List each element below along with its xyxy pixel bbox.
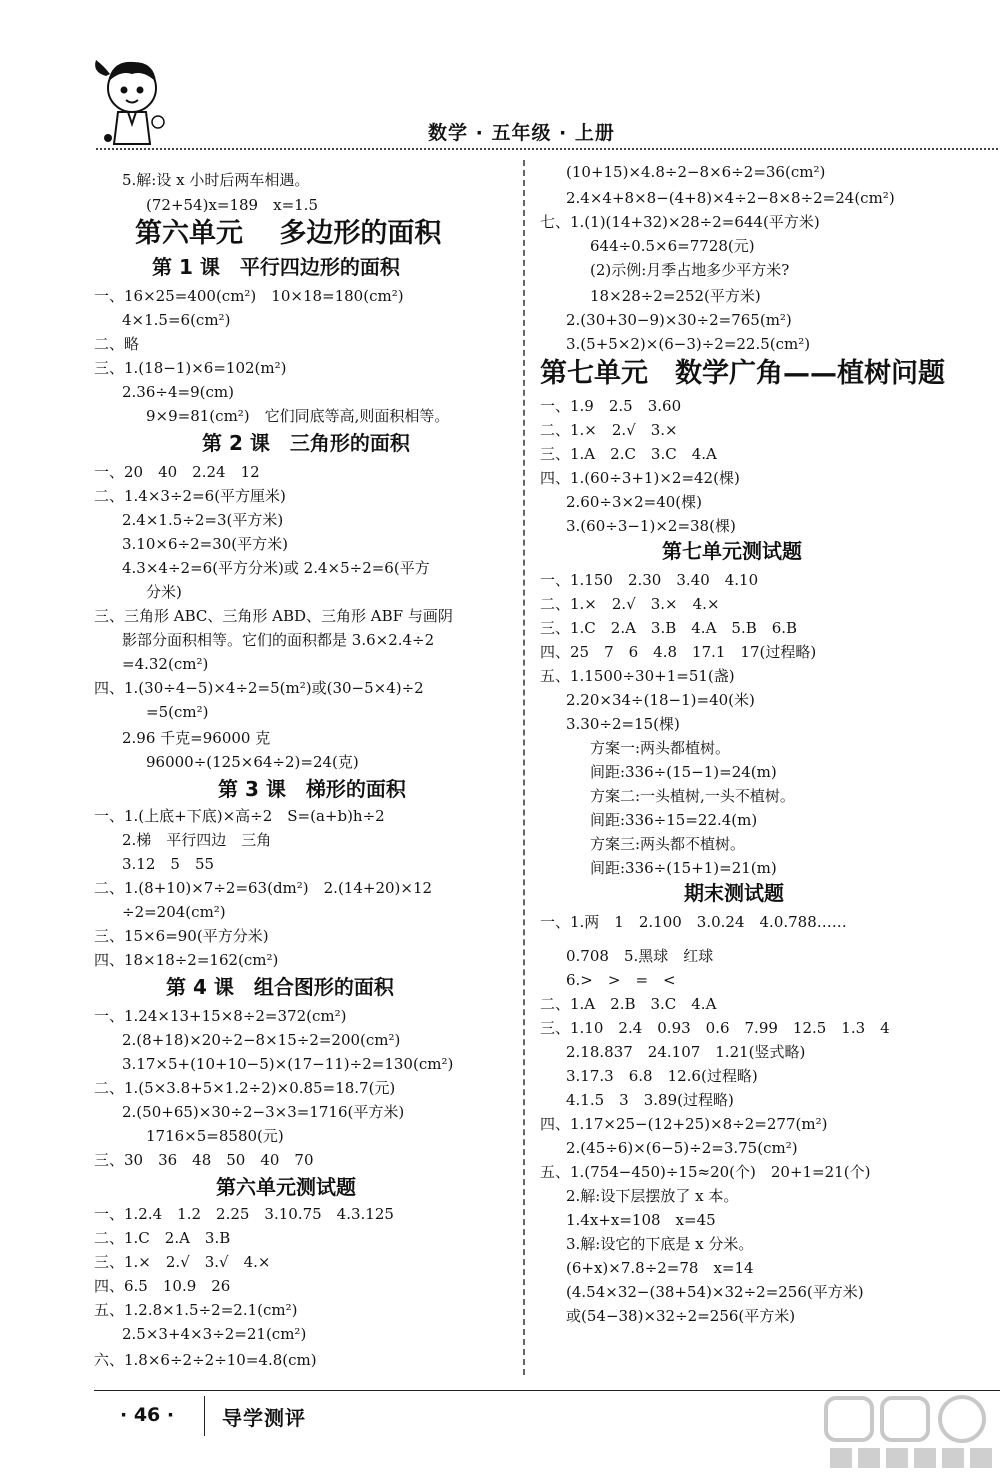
answer-line: (2)示例:月季占地多少平方米? [590,261,790,279]
answer-line: 三、15×6=90(平方分米) [94,927,269,945]
answer-line: 2.96 千克=96000 克 [122,729,271,747]
answer-line: 方案三:两头都不植树。 [590,835,746,853]
page-number: · 46 · [120,1404,175,1426]
section-heading: 第七单元 数学广角——植树问题 [540,358,945,389]
section-heading: 第 2 课 三角形的面积 [202,431,410,455]
answer-line: 3.30÷2=15(棵) [566,715,680,733]
answer-line: 二、1.(5×3.8+5×1.2÷2)×0.85=18.7(元) [94,1079,396,1097]
answer-line: 1.4x+x=108 x=45 [566,1211,716,1229]
footer-brand: 导学测评 [222,1406,306,1430]
answer-line: 或(54−38)×32÷2=256(平方米) [566,1307,796,1325]
header-divider [96,148,998,150]
answer-line: 二、略 [94,335,140,353]
answer-line: 2.梯 平行四边 三角 [122,831,272,849]
page-title: 数学 · 五年级 · 上册 [428,122,615,144]
answer-line: 五、1.2.8×1.5÷2=2.1(cm²) [94,1301,298,1319]
answer-line: 间距:336÷(15−1)=24(m) [590,763,777,781]
answer-line: 一、16×25=400(cm²) 10×18=180(cm²) [94,287,404,305]
answer-line: 二、1.× 2.√ 3.× 4.× [540,595,720,613]
section-heading: 第六单元测试题 [216,1175,356,1199]
section-heading: 期末测试题 [684,881,784,905]
answer-line: 18×28÷2=252(平方米) [590,287,761,305]
answer-line: 一、20 40 2.24 12 [94,463,260,481]
answer-line: 3.17×5+(10+10−5)×(17−11)÷2=130(cm²) [122,1055,454,1073]
answer-line: 3.(60÷3−1)×2=38(棵) [566,517,736,535]
answer-line: 四、6.5 10.9 26 [94,1277,231,1295]
section-heading: 第 1 课 平行四边形的面积 [152,255,400,279]
answer-line: 三、1.10 2.4 0.93 0.6 7.99 12.5 1.3 4 [540,1019,890,1037]
answer-line: 2.(45÷6)×(6−5)÷2=3.75(cm²) [566,1139,798,1157]
answer-line: 一、1.2.4 1.2 2.25 3.10.75 4.3.125 [94,1205,394,1223]
answer-line: 二、1.4×3÷2=6(平方厘米) [94,487,286,505]
answer-line: 0.708 5.黑球 红球 [566,947,714,965]
section-heading: 第 4 课 组合图形的面积 [166,975,394,999]
answer-line: 三、1.A 2.C 3.C 4.A [540,445,717,463]
answer-line: 9×9=81(cm²) 它们同底等高,则面积相等。 [146,407,450,425]
answer-line: 二、1.(8+10)×7÷2=63(dm²) 2.(14+20)×12 [94,879,433,897]
answer-line: 二、1.C 2.A 3.B [94,1229,231,1247]
watermark-logo-icon [820,1392,998,1476]
answer-line: =5(cm²) [146,703,209,721]
answer-line: 2.18.837 24.107 1.21(竖式略) [566,1043,806,1061]
answer-line: 6.> > = < [566,971,676,989]
answer-line: ÷2=204(cm²) [122,903,226,921]
answer-line: 一、1.(上底+下底)×高÷2 S=(a+b)h÷2 [94,807,385,825]
section-heading: 第 3 课 梯形的面积 [218,777,406,801]
answer-line: 3.(5+5×2)×(6−3)÷2=22.5(cm²) [566,335,811,353]
answer-line: 一、1.两 1 2.100 3.0.24 4.0.788…… [540,913,847,931]
answer-line: 五、1.1500÷30+1=51(盏) [540,667,735,685]
answer-line: 二、1.A 2.B 3.C 4.A [540,995,717,1013]
page-header [0,0,1000,160]
answer-line: 2.(30+30−9)×30÷2=765(m²) [566,311,792,329]
answer-line: 间距:336÷(15+1)=21(m) [590,859,777,877]
answer-line: 644÷0.5×6=7728(元) [590,237,755,255]
answer-line: 三、三角形 ABC、三角形 ABD、三角形 ABF 与画阴 [94,607,453,625]
answer-line: 三、1.(18−1)×6=102(m²) [94,359,287,377]
footer-divider [94,1390,1000,1391]
answer-line: 2.4×4+8×8−(4+8)×4÷2−8×8÷2=24(cm²) [566,189,895,207]
answer-line: 六、1.8×6÷2÷2÷10=4.8(cm) [94,1351,317,1369]
answer-line: 1716×5=8580(元) [146,1127,284,1145]
answer-line: 2.(50+65)×30÷2−3×3=1716(平方米) [122,1103,405,1121]
answer-line: 5.解:设 x 小时后两车相遇。 [122,171,310,189]
answer-line: 三、1.× 2.√ 3.√ 4.× [94,1253,271,1271]
answer-line: 七、1.(1)(14+32)×28÷2=644(平方米) [540,213,820,231]
answer-line: 2.(8+18)×20÷2−8×15÷2=200(cm²) [122,1031,401,1049]
answer-line: 五、1.(754−450)÷15≈20(个) 20+1=21(个) [540,1163,871,1181]
answer-line: 影部分面积相等。它们的面积都是 3.6×2.4÷2 [122,631,435,649]
answer-line: 3.10×6÷2=30(平方米) [122,535,288,553]
answer-line: 4.1.5 3 3.89(过程略) [566,1091,734,1109]
answer-line: 一、1.9 2.5 3.60 [540,397,682,415]
answer-line: 2.4×1.5÷2=3(平方米) [122,511,284,529]
mascot-girl-icon [92,52,174,152]
answer-line: 分米) [146,583,182,601]
answer-line: 2.解:设下层摆放了 x 本。 [566,1187,739,1205]
answer-line: (72+54)x=189 x=1.5 [146,196,318,214]
answer-line: (10+15)×4.8÷2−8×6÷2=36(cm²) [566,163,826,181]
answer-line: 2.5×3+4×3÷2=21(cm²) [122,1325,307,1343]
answer-line: 四、18×18÷2=162(cm²) [94,951,279,969]
answer-line: 2.36÷4=9(cm) [122,383,234,401]
answer-line: =4.32(cm²) [122,655,209,673]
answer-line: 3.17.3 6.8 12.6(过程略) [566,1067,758,1085]
answer-line: 4.3×4÷2=6(平方分米)或 2.4×5÷2=6(平方 [122,559,430,577]
section-heading: 第六单元 多边形的面积 [135,218,442,249]
answer-line: 方案二:一头植树,一头不植树。 [590,787,795,805]
answer-line: 2.60÷3×2=40(棵) [566,493,702,511]
answer-line: 2.20×34÷(18−1)=40(米) [566,691,755,709]
answer-line: 间距:336÷15=22.4(m) [590,811,758,829]
answer-line: 四、1.17×25−(12+25)×8÷2=277(m²) [540,1115,828,1133]
answer-line: 二、1.× 2.√ 3.× [540,421,678,439]
answer-line: 一、1.24×13+15×8÷2=372(cm²) [94,1007,347,1025]
answer-line: 一、1.150 2.30 3.40 4.10 [540,571,759,589]
answer-line: (6+x)×7.8÷2=78 x=14 [566,1259,754,1277]
section-heading: 第七单元测试题 [662,539,802,563]
answer-line: 四、1.(30÷4−5)×4÷2=5(m²)或(30−5×4)÷2 [94,679,424,697]
answer-line: 三、1.C 2.A 3.B 4.A 5.B 6.B [540,619,798,637]
answer-line: 四、25 7 6 4.8 17.1 17(过程略) [540,643,817,661]
answer-line: 3.解:设它的下底是 x 分米。 [566,1235,754,1253]
answer-line: 3.12 5 55 [122,855,215,873]
answer-line: 96000÷(125×64÷2)=24(克) [146,753,359,771]
answer-line: 方案一:两头都植树。 [590,739,731,757]
answer-line: 四、1.(60÷3+1)×2=42(棵) [540,469,740,487]
column-divider [523,160,525,1375]
footer-separator [204,1396,205,1436]
answer-line: 4×1.5=6(cm²) [122,311,231,329]
answer-line: (4.54×32−(38+54)×32÷2=256(平方米) [566,1283,864,1301]
answer-line: 三、30 36 48 50 40 70 [94,1151,314,1169]
